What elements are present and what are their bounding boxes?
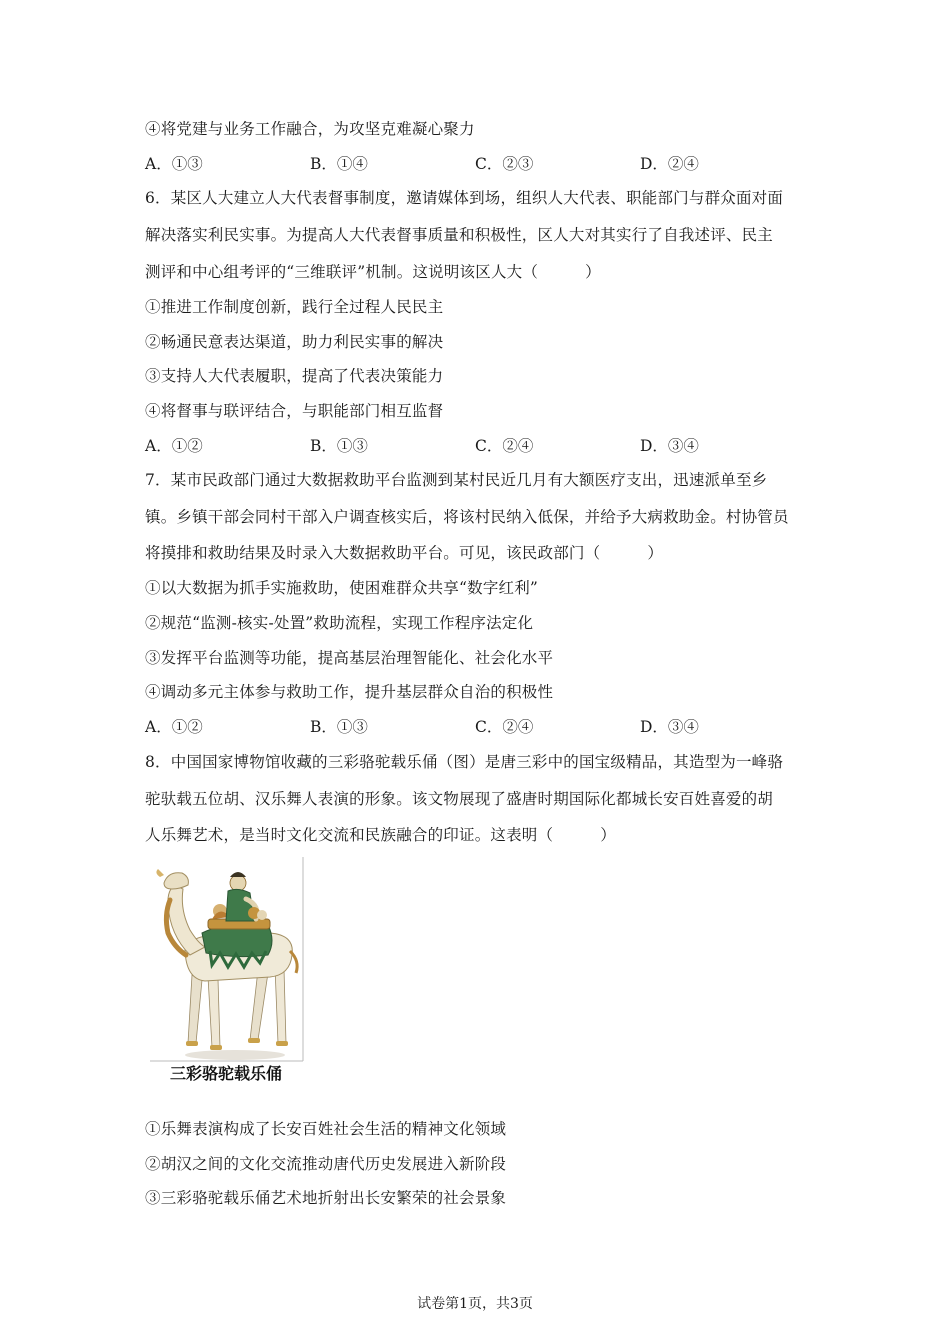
q6-item-1: ①推进工作制度创新，践行全过程人民民主 [145,298,444,316]
q5-option-c: C．②③ [475,155,534,173]
q8-stem-line-1: 8．中国国家博物馆收藏的三彩骆驼载乐俑（图）是唐三彩中的国宝级精品，其造型为一峰骆 [145,753,784,771]
q6-item-4: ④将督事与联评结合，与职能部门相互监督 [145,402,444,420]
q6-option-b: B．①③ [310,437,368,455]
q5-option-a: A．①③ [145,155,203,173]
camel-figurine-figure [150,855,305,1087]
q6-option-d: D．③④ [640,437,699,455]
q6-option-a: A．①② [145,437,203,455]
q7-option-a: A．①② [145,718,203,736]
q7-stem-line-3: 将摸排和救助结果及时录入大数据救助平台。可见，该民政部门（ ） [145,544,664,562]
q7-stem-line-2: 镇。乡镇干部会同村干部入户调查核实后，将该村民纳入低保，并给予大病救助金。村协管员 [145,508,789,526]
q6-item-3: ③支持人大代表履职，提高了代表决策能力 [145,367,444,385]
q7-option-d: D．③④ [640,718,699,736]
q7-item-3: ③发挥平台监测等功能，提高基层治理智能化、社会化水平 [145,649,554,667]
q6-item-2: ②畅通民意表达渠道，助力利民实事的解决 [145,333,444,351]
q5-option-d: D．②④ [640,155,699,173]
q8-item-1: ①乐舞表演构成了长安百姓社会生活的精神文化领域 [145,1120,507,1138]
q7-item-2: ②规范“监测-核实-处置”救助流程，实现工作程序法定化 [145,614,534,632]
camel-figurine-image [150,855,305,1087]
q6-stem-line-1: 6．某区人大建立人大代表督事制度，邀请媒体到场，组织人大代表、职能部门与群众面对面 [145,189,784,207]
q8-item-2: ②胡汉之间的文化交流推动唐代历史发展进入新阶段 [145,1155,507,1173]
figure-caption: 三彩骆驼载乐俑 [170,1064,283,1083]
q5-option-b: B．①④ [310,155,368,173]
q5-item-4: ④将党建与业务工作融合，为攻坚克难凝心聚力 [145,120,475,138]
q7-stem-line-1: 7．某市民政部门通过大数据救助平台监测到某村民近几月有大额医疗支出，迅速派单至乡 [145,471,768,489]
q6-stem-line-2: 解决落实利民实事。为提高人大代表督事质量和积极性，区人大对其实行了自我述评、民主 [145,226,774,244]
q6-stem-line-3: 测评和中心组考评的“三维联评”机制。这说明该区人大（ ） [145,263,601,281]
q8-item-3: ③三彩骆驼载乐俑艺术地折射出长安繁荣的社会景象 [145,1189,507,1207]
q7-option-c: C．②④ [475,718,534,736]
q8-stem-line-3: 人乐舞艺术，是当时文化交流和民族融合的印证。这表明（ ） [145,826,617,844]
q7-item-4: ④调动多元主体参与救助工作，提升基层群众自治的积极性 [145,683,554,701]
q7-option-b: B．①③ [310,718,368,736]
q8-stem-line-2: 驼驮载五位胡、汉乐舞人表演的形象。该文物展现了盛唐时期国际化都城长安百姓喜爱的胡 [145,790,774,808]
page-footer: 试卷第1页，共3页 [417,1296,533,1312]
q6-option-c: C．②④ [475,437,534,455]
q7-item-1: ①以大数据为抓手实施救助，使困难群众共享“数字红利” [145,579,539,597]
